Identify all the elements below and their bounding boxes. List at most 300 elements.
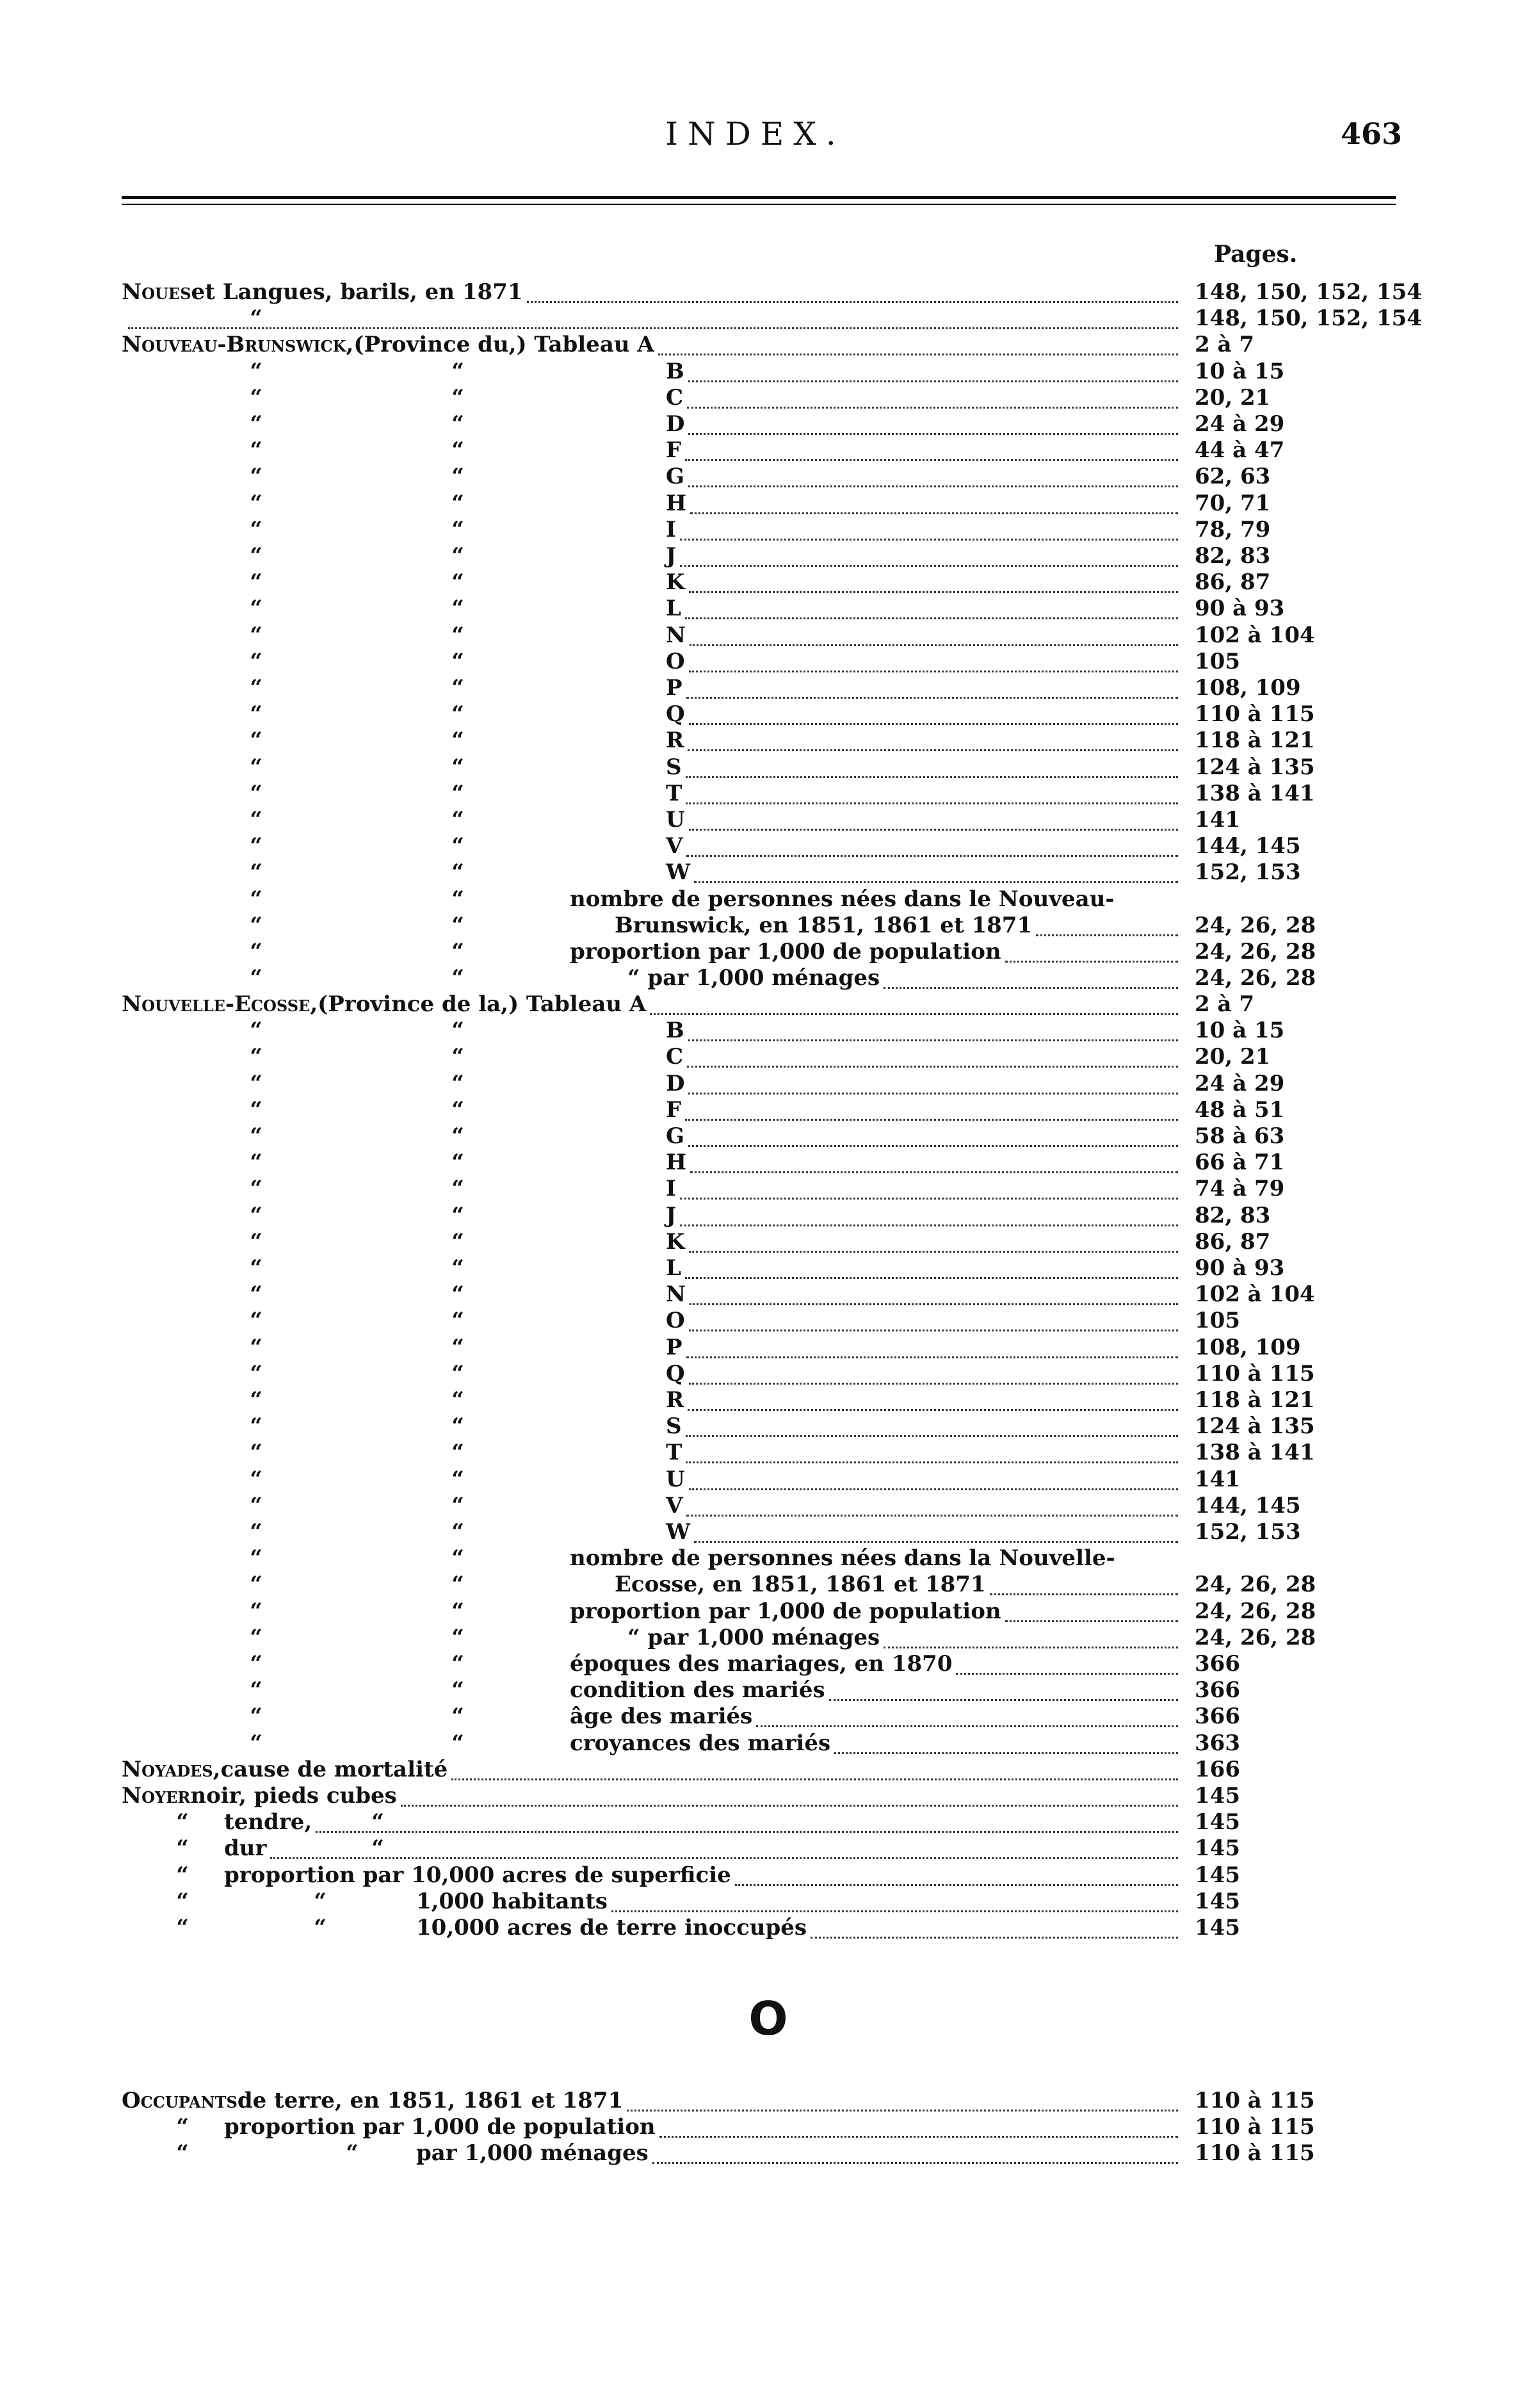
entry-text: proportion par 1,000 de population [570,1598,1001,1624]
page-reference: 110 à 115 [1195,2114,1315,2140]
entry-text: proportion par 1,000 de population [570,939,1001,964]
ditto-mark: “ [451,1202,464,1228]
dot-leader [688,484,1178,487]
page-reference: 86, 87 [1195,569,1271,596]
page-reference: 166 [1195,1756,1240,1782]
ditto-mark: “ [250,780,262,806]
index-entry [0,596,1534,622]
ditto-mark: “ [451,1228,464,1255]
dot-leader [884,986,1178,989]
table-letter: I [666,1176,676,1202]
ditto-mark: “ [250,1704,262,1730]
ditto-mark: “ [371,1809,384,1835]
ditto-mark: “ [176,1809,189,1835]
table-letter: B [666,358,684,384]
entry-text: par 1,000 ménages [416,2140,649,2167]
table-letter: K [666,569,685,596]
table-letter: F [666,437,682,464]
table-letter: Q [666,701,685,728]
ditto-mark: “ [250,648,262,674]
index-entry [0,754,1534,781]
page-reference: 118 à 121 [1195,1387,1315,1413]
ditto-mark: “ [451,358,464,384]
dot-leader [451,1777,1178,1780]
page-reference: 124 à 135 [1195,1413,1315,1440]
page-reference: 82, 83 [1195,543,1271,569]
index-entry [0,1625,1534,1652]
index-entry [0,1651,1534,1678]
page-reference: 10 à 15 [1195,1018,1285,1044]
dot-leader [687,405,1178,409]
index-entry [0,913,1534,940]
page-reference: 108, 109 [1195,1334,1301,1360]
index-entry [0,1862,1534,1889]
index-entry [0,1730,1534,1757]
section-letter: O [748,1992,788,2046]
page-reference: 141 [1195,1466,1240,1492]
ditto-mark: “ [176,1835,189,1862]
entry-text: proportion par 10,000 acres de superficie [224,1862,731,1888]
index-entry [0,1493,1534,1520]
table-letter: V [666,833,683,859]
ditto-mark: “ [451,1492,464,1518]
index-entry [0,1281,1534,1308]
entry-text: nombre de personnes nées dans le Nouveau- [570,886,1115,912]
page-reference: 152, 153 [1195,859,1301,886]
page-reference: 366 [1195,1677,1240,1704]
dot-leader [689,827,1178,831]
page-reference: 62, 63 [1195,464,1271,490]
entry-text: condition des mariés [570,1677,825,1704]
dot-leader [688,432,1178,435]
dot-leader [686,1355,1178,1358]
dot-leader [689,1328,1178,1331]
page-reference: 70, 71 [1195,490,1271,516]
dot-leader [690,643,1178,646]
dot-leader [690,1170,1178,1173]
index-entry [0,332,1534,359]
ditto-mark: “ [451,1651,464,1677]
ditto-mark: “ [451,1466,464,1492]
index-entry [0,2140,1534,2167]
index-entry [0,437,1534,464]
page-reference: 24, 26, 28 [1195,1598,1316,1624]
page-reference: 138 à 141 [1195,1440,1315,1466]
dot-leader [756,1724,1178,1727]
ditto-mark: “ [250,1123,262,1149]
page-reference: 105 [1195,1308,1240,1334]
dot-leader [688,748,1178,751]
index-entry [0,359,1534,386]
ditto-mark: “ [250,1070,262,1096]
entry-text: proportion par 1,000 de population [224,2114,656,2140]
ditto-mark: “ [451,1598,464,1624]
dot-leader [690,1302,1178,1305]
dot-leader [611,1909,1178,1912]
dot-leader [689,590,1178,593]
dot-leader [834,1751,1178,1754]
ditto-mark: “ [250,1255,262,1281]
ditto-mark: “ [451,1704,464,1730]
index-entry [0,1677,1534,1704]
page-reference: 148, 150, 152, 154 [1195,305,1422,332]
ditto-mark: “ [250,1598,262,1624]
table-letter: B [666,1018,684,1044]
ditto-mark: “ [451,886,464,912]
table-letter: J [666,543,677,569]
dot-leader [652,2161,1178,2164]
ditto-mark: “ [250,1202,262,1228]
page-reference: 105 [1195,648,1240,674]
page-reference: 108, 109 [1195,675,1301,701]
index-entry [0,385,1534,412]
table-letter: H [666,490,687,516]
dot-leader [694,880,1178,883]
page-reference: 110 à 115 [1195,701,1315,728]
dot-leader [686,801,1178,804]
page-reference: 145 [1195,1783,1240,1809]
ditto-mark: “ [250,1044,262,1070]
ditto-mark: “ [451,490,464,516]
ditto-mark: “ [451,1519,464,1545]
dot-leader [687,1064,1178,1068]
dot-leader [1005,959,1178,963]
page-reference: 110 à 115 [1195,2140,1315,2167]
page-reference: 118 à 121 [1195,728,1315,754]
index-entry [0,279,1534,306]
ditto-mark: “ [250,1413,262,1440]
ditto-mark: “ [451,464,464,490]
ditto-mark: “ [250,1281,262,1308]
entry-text: dur [224,1835,267,1862]
dot-leader [694,1540,1178,1543]
index-entry [0,1572,1534,1599]
pages-column-heading: Pages. [1214,241,1298,268]
entry-text: noir, pieds cubes [190,1783,397,1809]
entry-text: 10,000 acres de terre inoccupés [416,1915,807,1940]
page-reference: 44 à 47 [1195,437,1285,464]
dot-leader [956,1672,1178,1675]
ditto-mark: “ [314,1888,327,1914]
index-entry [0,1203,1534,1230]
index-entry [0,1835,1534,1862]
index-entry [0,781,1534,808]
index-entry [0,675,1534,702]
dot-leader [1036,933,1178,936]
page-reference: 145 [1195,1915,1240,1940]
page-reference: 66 à 71 [1195,1150,1285,1176]
entry-text: nombre de personnes nées dans la Nouvelle- [570,1545,1115,1572]
index-entry [0,728,1534,754]
ditto-mark: “ [250,596,262,622]
ditto-mark: “ [451,1096,464,1123]
dot-leader [689,1249,1178,1253]
ditto-mark: “ [371,1835,384,1862]
ditto-mark: “ [451,780,464,806]
ditto-mark: “ [176,2114,189,2140]
ditto-mark: “ [250,1492,262,1518]
entry-text: de terre, en 1851, 1861 et 1871 [237,2088,624,2113]
entry-text: tendre, [224,1809,312,1835]
page-number: 463 [1340,117,1402,151]
index-entry [0,1018,1534,1045]
dot-leader [735,1883,1178,1886]
entry-heading: Noues [122,279,191,305]
index-entry [0,886,1534,913]
entry-text: cause de mortalité [220,1756,448,1782]
dot-leader [128,326,1178,329]
page-reference: 24 à 29 [1195,411,1285,437]
ditto-mark: “ [250,569,262,596]
entry-text: croyances des mariés [570,1730,831,1756]
index-entry [0,2114,1534,2141]
index-entry [0,1467,1534,1493]
page-reference: 2 à 7 [1195,991,1255,1017]
dot-leader [686,775,1178,778]
table-letter: U [666,1466,685,1492]
ditto-mark: “ [451,437,464,464]
page-header-title: INDEX. [665,115,846,152]
table-letter: O [666,648,685,674]
dot-leader [689,669,1178,672]
header-rule-thick [122,196,1396,199]
ditto-mark: “ [451,1730,464,1756]
ditto-mark: “ [451,411,464,437]
dot-leader [686,1434,1178,1437]
dot-leader [685,458,1178,461]
ditto-mark: “ [250,675,262,701]
index-entry [0,543,1534,570]
table-letter: U [666,807,685,833]
index-entry [0,305,1534,332]
ditto-mark: “ [176,1915,189,1940]
header-rule-thin [122,204,1396,205]
page-reference: 24 à 29 [1195,1070,1285,1096]
entry-text: âge des mariés [570,1704,753,1730]
table-letter: H [666,1150,687,1176]
ditto-mark: “ [451,939,464,964]
ditto-mark: “ [250,1228,262,1255]
dot-leader [688,1144,1178,1147]
dot-leader [270,1856,1178,1859]
ditto-mark: “ [451,1413,464,1440]
index-entry [0,1704,1534,1730]
dot-leader [650,1012,1178,1015]
index-entry [0,701,1534,728]
ditto-mark: “ [250,1387,262,1413]
dot-leader [680,1196,1178,1200]
index-entry [0,1440,1534,1467]
page-reference: 10 à 15 [1195,358,1285,384]
ditto-mark: “ [451,859,464,886]
table-letter: N [666,1281,686,1308]
ditto-mark: “ [250,1150,262,1176]
table-letter: N [666,622,686,648]
page-reference: 74 à 79 [1195,1176,1285,1202]
dot-leader [527,300,1179,303]
ditto-mark: “ [250,859,262,886]
page-reference: 145 [1195,1809,1240,1835]
index-entry [0,649,1534,676]
index-entry [0,1229,1534,1256]
dot-leader [685,1276,1178,1279]
ditto-mark: “ [451,1176,464,1202]
table-letter: Q [666,1360,685,1387]
dot-leader [689,722,1178,725]
ditto-mark: “ [250,622,262,648]
ditto-mark: “ [451,754,464,780]
table-letter: S [666,754,682,780]
dot-leader [690,511,1178,514]
ditto-mark: “ [250,1440,262,1466]
page-reference: 24, 26, 28 [1195,1624,1316,1650]
dot-leader [680,564,1178,567]
index-entry [0,1545,1534,1572]
entry-heading: Nouvelle-Ecosse, [122,991,318,1017]
page-reference: 363 [1195,1730,1240,1756]
table-letter: D [666,1070,685,1096]
entry-text: et Langues, barils, en 1871 [191,279,523,305]
index-entry [0,1308,1534,1335]
table-letter: W [666,1519,691,1545]
ditto-mark: “ [250,437,262,464]
ditto-mark: “ [451,1308,464,1334]
dot-leader [1005,1619,1178,1622]
dot-leader [884,1645,1178,1648]
index-entry [0,491,1534,517]
table-letter: P [666,1334,682,1360]
page-reference: 20, 21 [1195,384,1271,411]
dot-leader [688,1408,1178,1411]
index-entry [0,411,1534,438]
ditto-mark: “ [451,1360,464,1387]
ditto-mark: “ [451,1572,464,1598]
entry-text: époques des mariages, en 1870 [570,1651,953,1677]
dot-leader [686,854,1178,857]
index-entry [0,939,1534,966]
ditto-mark: “ [250,754,262,780]
ditto-mark: “ [346,2140,359,2167]
index-entry [0,1599,1534,1625]
index-entry [0,833,1534,860]
ditto-mark: “ [451,728,464,754]
dot-leader [689,1487,1178,1490]
index-entry [0,807,1534,834]
dot-leader [688,379,1178,382]
ditto-mark: “ [250,1360,262,1387]
index-entry [0,1123,1534,1150]
index-entry [0,1097,1534,1124]
entry-heading: Occupants [122,2088,238,2113]
dot-leader [686,1460,1178,1463]
dot-leader [811,1935,1178,1939]
dot-leader [685,1118,1178,1121]
page-reference: 58 à 63 [1195,1123,1285,1149]
ditto-mark: “ [250,1466,262,1492]
page-reference: 90 à 93 [1195,1255,1285,1281]
page-reference: 148, 150, 152, 154 [1195,279,1422,305]
entry-heading: Noyer [122,1783,191,1809]
ditto-mark: “ [250,1545,262,1572]
entry-text: (Province de la,) Tableau A [318,991,647,1017]
entry-text: 1,000 habitants [416,1888,608,1914]
dot-leader [686,696,1178,699]
page-reference: 2 à 7 [1195,332,1255,358]
page-reference: 366 [1195,1704,1240,1730]
index-entry [0,1757,1534,1784]
dot-leader [686,1513,1178,1517]
ditto-mark: “ [250,833,262,859]
entry-text: “ par 1,000 ménages [627,1624,880,1650]
entry-text: (Province du,) Tableau A [353,332,654,358]
page-reference: 124 à 135 [1195,754,1315,780]
ditto-mark: “ [451,384,464,411]
index-entry [0,622,1534,649]
ditto-mark: “ [250,1624,262,1650]
index-entry [0,1413,1534,1440]
table-letter: W [666,859,691,886]
entry-heading: Nouveau-Brunswick, [122,332,354,358]
ditto-mark: “ [250,1677,262,1704]
ditto-mark: “ [451,1044,464,1070]
index-entry [0,965,1534,992]
page-reference: 48 à 51 [1195,1096,1285,1123]
page-reference: 110 à 115 [1195,2088,1315,2113]
ditto-mark: “ [250,516,262,542]
ditto-mark: “ [451,569,464,596]
ditto-mark: “ [250,807,262,833]
ditto-mark: “ [451,1334,464,1360]
ditto-mark: “ [451,1387,464,1413]
ditto-mark: “ [451,1677,464,1704]
ditto-mark: “ [250,1018,262,1044]
ditto-mark: “ [451,833,464,859]
page-reference: 152, 153 [1195,1519,1301,1545]
page-reference: 145 [1195,1862,1240,1888]
ditto-mark: “ [451,965,464,991]
page-reference: 24, 26, 28 [1195,965,1316,991]
entry-text: “ par 1,000 ménages [627,965,880,991]
dot-leader [401,1803,1178,1807]
table-letter: S [666,1413,682,1440]
ditto-mark: “ [451,1281,464,1308]
index-entry [0,1809,1534,1836]
dot-leader [680,537,1178,541]
ditto-mark: “ [176,2140,189,2167]
ditto-mark: “ [314,1915,327,1940]
index-entry [0,1071,1534,1098]
dot-leader [316,1830,1178,1833]
page-reference: 138 à 141 [1195,780,1315,806]
table-letter: T [666,780,682,806]
table-letter: D [666,411,685,437]
ditto-mark: “ [451,912,464,938]
dot-leader [685,616,1178,619]
ditto-mark: “ [451,543,464,569]
index-entry [0,1150,1534,1176]
page-reference: 102 à 104 [1195,1281,1315,1308]
index-entry [0,2088,1534,2115]
page-reference: 24, 26, 28 [1195,912,1316,938]
ditto-mark: “ [250,886,262,912]
ditto-mark: “ [451,1070,464,1096]
index-entry [0,517,1534,544]
index-entry [0,1889,1534,1916]
page-reference: 110 à 115 [1195,1360,1315,1387]
dot-leader [658,352,1178,355]
table-letter: K [666,1228,685,1255]
page-reference: 145 [1195,1888,1240,1914]
